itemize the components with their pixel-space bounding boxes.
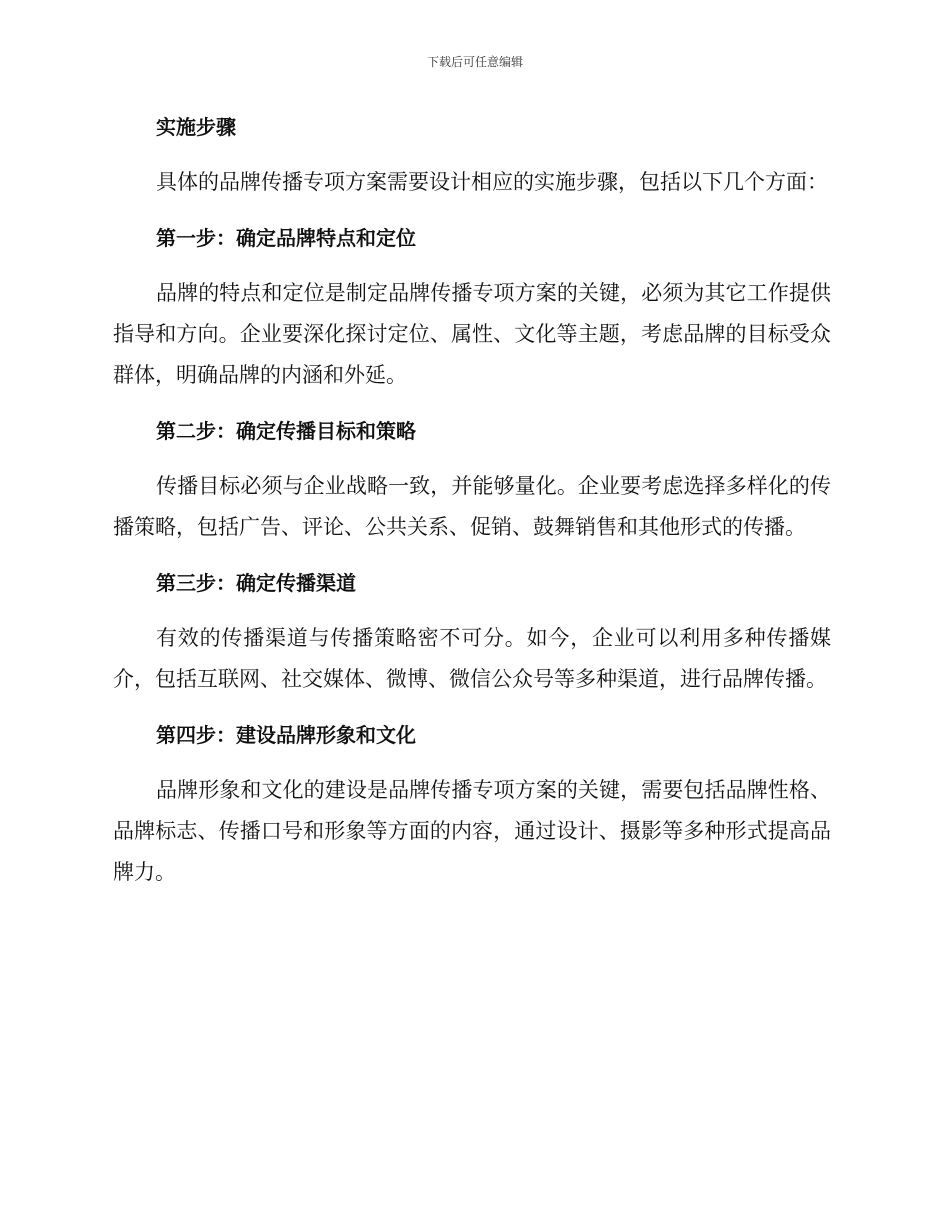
intro-paragraph: 具体的品牌传播专项方案需要设计相应的实施步骤，包括以下几个方面： bbox=[156, 170, 828, 194]
step-2-body: 传播目标必须与企业战略一致，并能够量化。企业要考虑选择多样化的传播策略，包括广告、评论、公共关系、促销、鼓舞销售和其他形式的传播。 bbox=[113, 474, 831, 539]
step-1-body: 品牌的特点和定位是制定品牌传播专项方案的关键，必须为其它工作提供指导和方向。企业要深化探讨定位、属性、文化等主题，考虑品牌的目标受众群体，明确品牌的内涵和外延。 bbox=[113, 281, 831, 387]
step-2-title: 第二步：确定传播目标和策略 bbox=[156, 419, 416, 443]
step-3-title: 第三步：确定传播渠道 bbox=[156, 571, 356, 595]
page-header: 下载后可任意编辑 bbox=[426, 55, 523, 69]
document-body bbox=[113, 108, 831, 909]
step-3-body: 有效的传播渠道与传播策略密不可分。如今，企业可以利用多种传播媒介，包括互联网、社交媒体、微博、微信公众号等多种渠道，进行品牌传播。 bbox=[113, 626, 831, 691]
step-1-title: 第一步：确定品牌特点和定位 bbox=[156, 226, 416, 250]
section-title: 实施步骤 bbox=[156, 115, 236, 139]
step-4-title: 第四步：建设品牌形象和文化 bbox=[156, 723, 416, 747]
step-4-body: 品牌形象和文化的建设是品牌传播专项方案的关键，需要包括品牌性格、品牌标志、传播口号和形象等方面的内容，通过设计、摄影等多种形式提高品牌力。 bbox=[113, 778, 831, 884]
